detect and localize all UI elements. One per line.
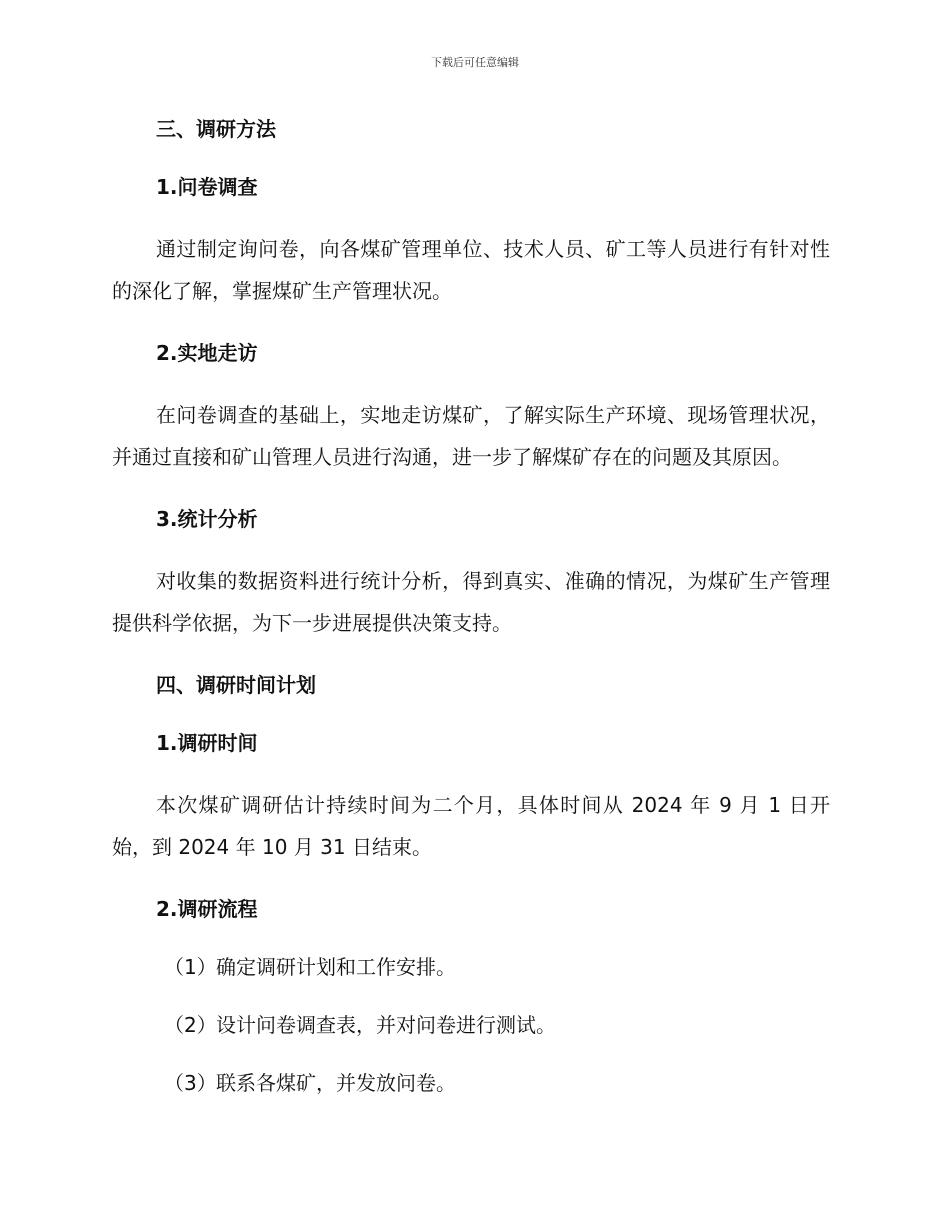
section-title-methods: 三、调研方法 xyxy=(156,117,276,141)
list-item xyxy=(112,950,830,984)
list-item-number: （2） xyxy=(164,1013,217,1037)
subheading-statistics: 3.统计分析 xyxy=(156,507,258,531)
subheading-research-time: 1.调研时间 xyxy=(156,731,258,755)
paragraph-questionnaire: 通过制定询问卷，向各煤矿管理单位、技术人员、矿工等人员进行有针对性的深化了解，掌握煤矿生产管理状况。 xyxy=(112,237,830,303)
subheading-questionnaire: 1.问卷调查 xyxy=(156,175,258,199)
paragraph-statistics: 对收集的数据资料进行统计分析，得到真实、准确的情况，为煤矿生产管理提供科学依据，为下一步进展提供决策支持。 xyxy=(112,569,830,635)
subheading-field-visit: 2.实地走访 xyxy=(156,341,258,365)
page-header: 下载后可任意编辑 xyxy=(431,56,519,69)
document-body xyxy=(112,112,830,1100)
list-item-text: 联系各煤矿，并发放问卷。 xyxy=(216,1071,456,1095)
paragraph-field-visit: 在问卷调查的基础上，实地走访煤矿，了解实际生产环境、现场管理状况，并通过直接和矿山管理人员进行沟通，进一步了解煤矿存在的问题及其原因。 xyxy=(112,403,830,469)
list-item xyxy=(112,1066,830,1100)
list-item-text: 设计问卷调查表，并对问卷进行测试。 xyxy=(216,1013,556,1037)
list-item-number: （1） xyxy=(164,955,217,979)
list-item-number: （3） xyxy=(164,1071,217,1095)
paragraph-research-time: 本次煤矿调研估计持续时间为二个月，具体时间从 2024 年 9 月 1 日开始，到 2024 年 10 月 31 日结束。 xyxy=(112,793,830,859)
subheading-research-process: 2.调研流程 xyxy=(156,897,258,921)
list-item-text: 确定调研计划和工作安排。 xyxy=(216,955,456,979)
list-item xyxy=(112,1008,830,1042)
section-title-schedule: 四、调研时间计划 xyxy=(156,673,316,697)
